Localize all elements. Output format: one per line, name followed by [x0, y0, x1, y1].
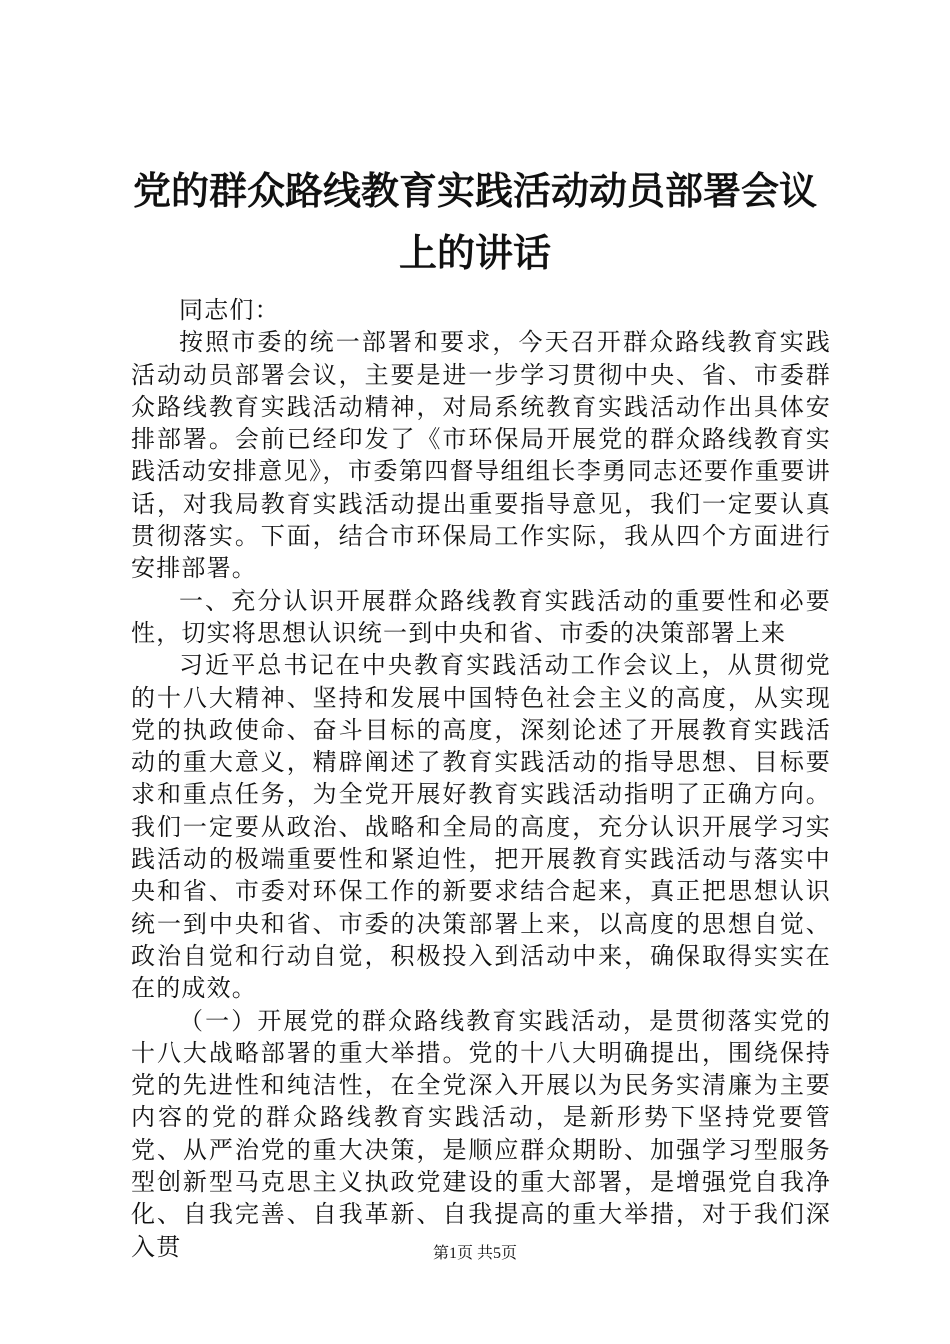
document-title: 党的群众路线教育实践活动动员部署会议上的讲话 — [132, 168, 817, 275]
subsection-paragraph-1: （一）开展党的群众路线教育实践活动，是贯彻落实党的十八大战略部署的重大举措。党的十八大明确提出，围绕保持党的先进性和纯洁性，在全党深入开展以为民务实清廉为主要内容的党的群众路线教育实践活动，是新形势下坚持党要管党、从严治党的重大决策，是顺应群众期盼、加强学习型服务型创新型马克思主义执政党建设的重大部署，是增强党自我净化、自我完善、自我革新、自我提高的重大举措，对于我们深入贯 — [131, 1006, 831, 1261]
section-heading-1: 一、充分认识开展群众路线教育实践活动的重要性和必要性，切实将思想认识统一到中央和省、市委的决策部署上来 — [131, 586, 831, 647]
document-body — [131, 294, 831, 1263]
intro-paragraph: 按照市委的统一部署和要求，今天召开群众路线教育实践活动动员部署会议，主要是进一步学习贯彻中央、省、市委群众路线教育实践活动精神，对局系统教育实践活动作出具体安排部署。会前已经印发了《市环保局开展党的群众路线教育实践活动安排意见》，市委第四督导组组长李勇同志还要作重要讲话，对我局教育实践活动提出重要指导意见，我们一定要认真贯彻落实。下面，结合市环保局工作实际，我从四个方面进行安排部署。 — [131, 328, 831, 583]
page-footer: 第1页 共5页 — [432, 1245, 517, 1262]
salutation-paragraph: 同志们： — [179, 296, 280, 324]
body-paragraph: 习近平总书记在中央教育实践活动工作会议上，从贯彻党的十八大精神、坚持和发展中国特色社会主义的高度，从实现党的执政使命、奋斗目标的高度，深刻论述了开展教育实践活动的重大意义，精辟阐述了教育实践活动的指导思想、目标要求和重点任务，为全党开展好教育实践活动指明了正确方向。我们一定要从政治、战略和全局的高度，充分认识开展学习实践活动的极端重要性和紧迫性，把开展教育实践活动与落实中央和省、市委对环保工作的新要求结合起来，真正把思想认识统一到中央和省、市委的决策部署上来，以高度的思想自觉、政治自觉和行动自觉，积极投入到活动中来，确保取得实实在在的成效。 — [131, 651, 831, 1003]
